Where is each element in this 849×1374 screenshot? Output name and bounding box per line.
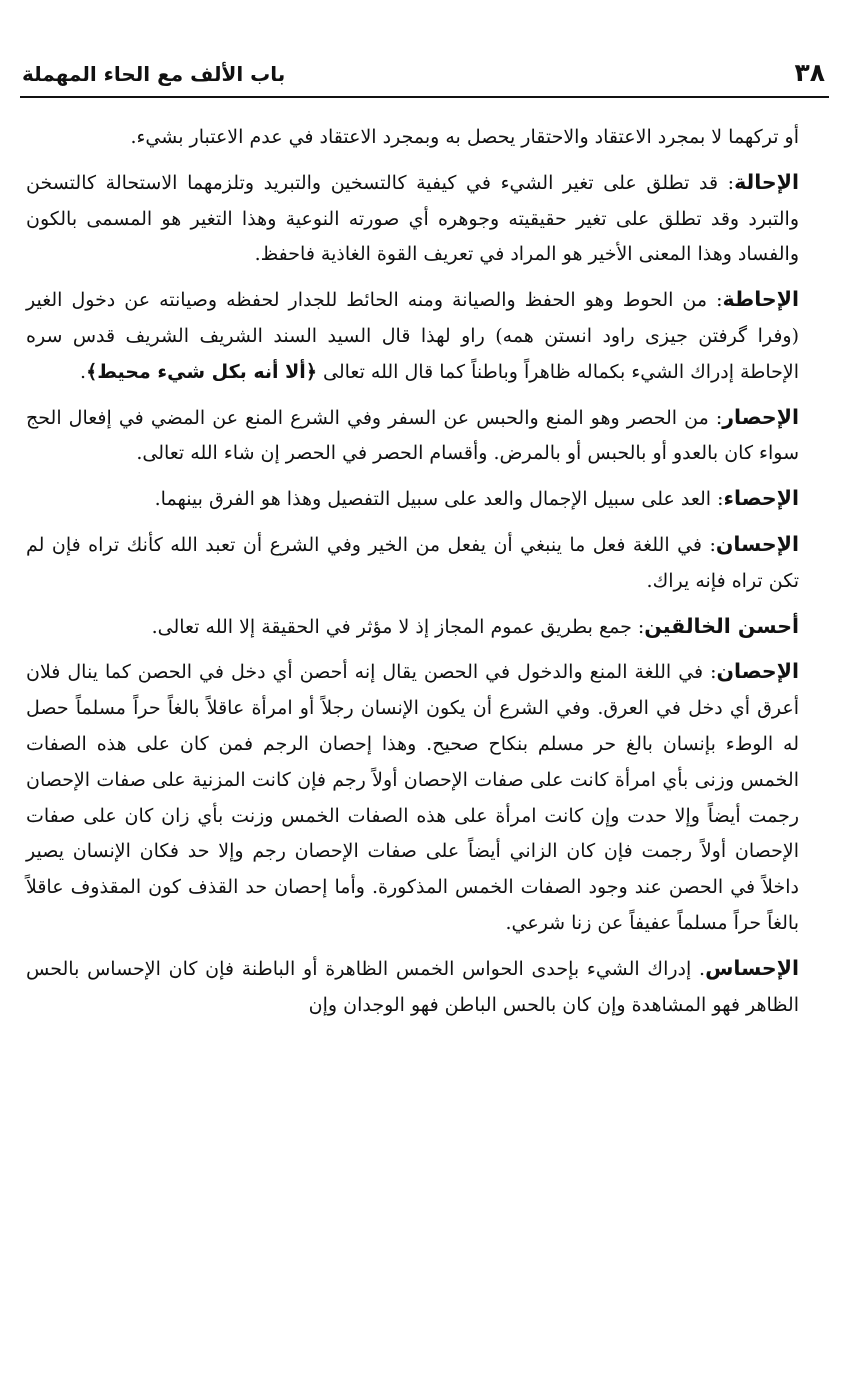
entry-text: من الحوط وهو الحفظ والصيانة ومنه الحائط للجدار لحفظه وصيانته عن دخول الغير (وفرا گرفتن جيزى راود انستن همه) راو لهذا قال السيد السند الشريف الشريف قدس سره الإحاطة إدراك الشيء بكماله ظاهراً وباطناً كما قال الله تعالى bbox=[26, 289, 799, 383]
entry-ihsan bbox=[26, 527, 799, 600]
entry-text: قد تطلق على تغير الشيء في كيفية كالتسخين والتبريد وتلزمهما الاستحالة كالتسخن والتبرد وقد تطلق على تغير حقيقيته وجوهره أي صورته النوعية وهذا التغير هو المسمى بالكون والفساد وهذا المعنى الأخير هو المراد في تعريف القوة الغاذية فاحفظ. bbox=[26, 171, 799, 266]
entry-ihata bbox=[26, 282, 799, 390]
entry-text: من الحصر وهو المنع والحبس عن السفر وفي الشرع المنع عن المضي في إفعال الحج سواء كان بالعدو أو بالحبس أو بالمرض. وأقسام الحصر في الحصر إن شاء الله تعالى. bbox=[26, 406, 799, 465]
entry-text: في اللغة فعل ما ينبغي أن يفعل من الخير وفي الشرع أن تعبد الله كأنك تراه فإن لم تكن تراه فإنه يراك. bbox=[26, 533, 799, 592]
entry-text: إدراك الشيء بإحدى الحواس الخمس الظاهرة أو الباطنة فإن كان الإحساس بالحس الظاهر فهو المشاهدة وإن كان بالحس الباطن فهو الوجدان وإن bbox=[26, 957, 799, 1016]
entry-term: الإحساس bbox=[705, 955, 799, 980]
entry-term: الإحصان bbox=[716, 659, 799, 684]
entry-term: أحسن الخالقين bbox=[644, 613, 799, 638]
page-number: ٣٨ bbox=[794, 58, 825, 87]
term-separator: : bbox=[711, 488, 724, 511]
term-separator: : bbox=[707, 289, 723, 312]
entry-ahsan-al-khaliqin bbox=[26, 609, 799, 646]
quran-quote: ﴿ألا أنه بكل شيء محيط﴾ bbox=[86, 360, 317, 383]
entry-tail: . bbox=[80, 360, 87, 383]
entry-text: جمع بطريق عموم المجاز إذ لا مؤثر في الحقيقة إلا الله تعالى. bbox=[151, 615, 632, 638]
term-separator: : bbox=[631, 615, 645, 638]
entry-ihsa bbox=[26, 481, 799, 518]
term-separator: : bbox=[702, 533, 716, 556]
term-separator: : bbox=[703, 661, 717, 684]
entry-ihsan-marriage bbox=[26, 654, 799, 941]
entry-term: الإحصاء bbox=[723, 486, 799, 511]
page-header bbox=[20, 58, 829, 98]
entry-term: الإحصار bbox=[722, 404, 799, 429]
entry-term: الإحالة bbox=[734, 169, 799, 194]
chapter-title: باب الألف مع الحاء المهملة bbox=[22, 62, 286, 86]
entry-term: الإحاطة bbox=[722, 287, 799, 312]
entry-ihsas bbox=[26, 951, 799, 1024]
entry-text: العد على سبيل الإجمال والعد على سبيل التفصيل وهذا هو الفرق بينهما. bbox=[154, 488, 712, 511]
page-body bbox=[26, 120, 799, 1032]
entry-term: الإحسان bbox=[715, 531, 799, 556]
entry-continuation bbox=[26, 120, 799, 156]
term-separator: . bbox=[691, 957, 706, 980]
entry-ihsar bbox=[26, 400, 799, 473]
entry-text: أو تركهما لا بمجرد الاعتقاد والاحتقار يحصل به وبمجرد الاعتقاد في عدم الاعتبار بشيء. bbox=[130, 126, 799, 148]
entry-text: في اللغة المنع والدخول في الحصن يقال إنه أحصن أي دخل في الحصن كما ينال فلان أعرق أي دخل في العرق. وفي الشرع أن يكون الإنسان رجلاً أو امرأة عاقلاً بالغاً حراً مسلماً حصل له الوطء بإنسان بالغ حر مسلم بنكاح صحيح. وهذا إحصان الرجم فمن كان على هذه الصفات الخمس وزنى بأي امرأة كانت على صفات الإحصان أولاً رجم فإن كانت المزنية على صفات الإحصان رجمت أيضاً وإلا حدت وإن كانت امرأة على هذه الصفات الخمس وزنت بأي زان كان على صفات الإحصان أولاً رجمت فإن كان الزاني أيضاً على صفات الإحصان رجم وإلا حد فكان الإنسان يصير داخلاً في الحصن عند وجود الصفات الخمس المذكورة. وأما إحصان حد القذف كون المقذوف عاقلاً بالغاً حراً مسلماً عفيفاً عن زنا شرعي. bbox=[26, 661, 799, 934]
term-separator: : bbox=[718, 171, 735, 194]
entry-ihala bbox=[26, 165, 799, 273]
term-separator: : bbox=[708, 406, 723, 429]
